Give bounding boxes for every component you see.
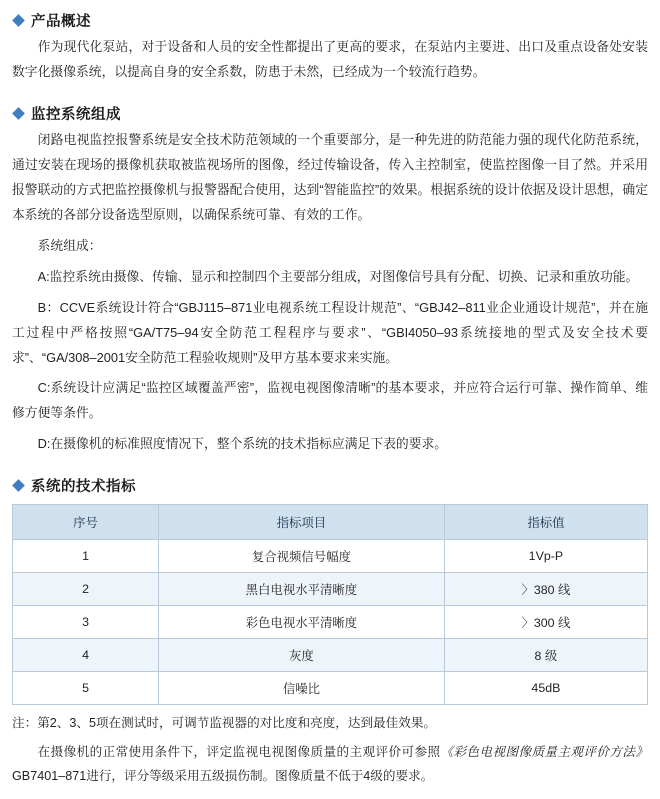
footer-reference-title: 《彩色电视图像质量主观评价方法》 (440, 744, 649, 759)
table-cell-item: 彩色电视水平清晰度 (159, 606, 445, 639)
table-cell-item: 黑白电视水平清晰度 (159, 573, 445, 606)
table-row (13, 672, 648, 705)
section-header-technical-specs (12, 475, 648, 496)
diamond-bullet-icon (12, 107, 25, 120)
technical-spec-table (12, 504, 648, 705)
paragraph: B：CCVE系统设计符合“GBJ115–871业电视系统工程设计规范”、“GBJ42–811业企业通设计规范”，并在施工过程中严格按照“GA/T75–94安全防范工程程序与要求”、“GBI4050–93系统接地的型式及安全技术要求”、“GA/308–2001安全防范工程验收规则”及甲方基本要求来实施。 (12, 299, 648, 365)
table-row (13, 540, 648, 573)
table-column-header: 指标项目 (159, 505, 445, 540)
section-title: 系统的技术指标 (31, 479, 136, 496)
table-cell-item: 灰度 (159, 639, 445, 672)
footer-lead-text: 在摄像机的正常使用条件下，评定监视电视图像质量的主观评价可参照 (37, 744, 441, 759)
section-header-product-overview (12, 10, 648, 31)
table-cell-no: 4 (13, 639, 159, 672)
footer-tail-text: GB7401–871进行，评分等级采用五级损伤制。图像质量不低于4级的要求。 (12, 769, 434, 784)
table-cell-value: 〉300 线 (444, 606, 647, 639)
spacer (12, 91, 648, 97)
section-title: 监控系统组成 (31, 106, 121, 123)
table-note: 注：第2、3、5项在测试时，可调节监视器的对比度和亮度，达到最佳效果。 (12, 716, 437, 731)
section-title: 产品概述 (31, 14, 91, 30)
table-cell-no: 2 (13, 573, 159, 606)
footer-paragraph (12, 740, 648, 789)
paragraph: D:在摄像机的标准照度情况下，整个系统的技术指标应满足下表的要求。 (37, 436, 448, 452)
table-row (13, 573, 648, 606)
table-cell-item: 复合视频信号幅度 (159, 540, 445, 573)
paragraph: C:系统设计应满足“监控区域覆盖严密”，监视电视图像清晰”的基本要求，并应符合运行可靠、操作简单、维修方便等条件。 (12, 380, 648, 421)
table-column-header: 指标值 (444, 505, 647, 540)
paragraph: 闭路电视监控报警系统是安全技术防范领域的一个重要部分，是一种先进的防范能力强的现代化防范系统，通过安装在现场的摄像机获取被监视场所的图像，经过传输设备，传入主控制室，使监控图像一目了然。并采用报警联动的方式把监控摄像机与报警器配合使用，达到“智能监控”的效果。根据系统的设计依据及设计思想，确定本系统的各部分设备选型原则，以确保系统可靠、有效的工作。 (12, 131, 648, 222)
table-cell-item: 信噪比 (159, 672, 445, 705)
spacer (12, 463, 648, 469)
table-cell-value: 8 级 (444, 639, 647, 672)
table-row (13, 639, 648, 672)
diamond-bullet-icon (12, 479, 25, 492)
paragraph: 作为现代化泵站，对于设备和人员的安全性都提出了更高的要求，在泵站内主要进、出口及重点设备处安装数字化摄像系统，以提高自身的安全系数，防患于未然，已经成为一个较流行趋势。 (12, 39, 648, 79)
table-cell-no: 3 (13, 606, 159, 639)
diamond-bullet-icon (12, 14, 25, 27)
table-column-header: 序号 (13, 505, 159, 540)
table-cell-value: 〉380 线 (444, 573, 647, 606)
table-cell-no: 1 (13, 540, 159, 573)
table-row (13, 606, 648, 639)
table-cell-value: 1Vp-P (444, 540, 647, 573)
section-header-system-composition (12, 103, 648, 124)
table-header-row (13, 505, 648, 540)
table-cell-no: 5 (13, 672, 159, 705)
paragraph: 系统组成： (37, 237, 102, 253)
table-cell-value: 45dB (444, 672, 647, 705)
paragraph: A:监控系统由摄像、传输、显示和控制四个主要部分组成，对图像信号具有分配、切换、记录和重放功能。 (37, 268, 639, 284)
